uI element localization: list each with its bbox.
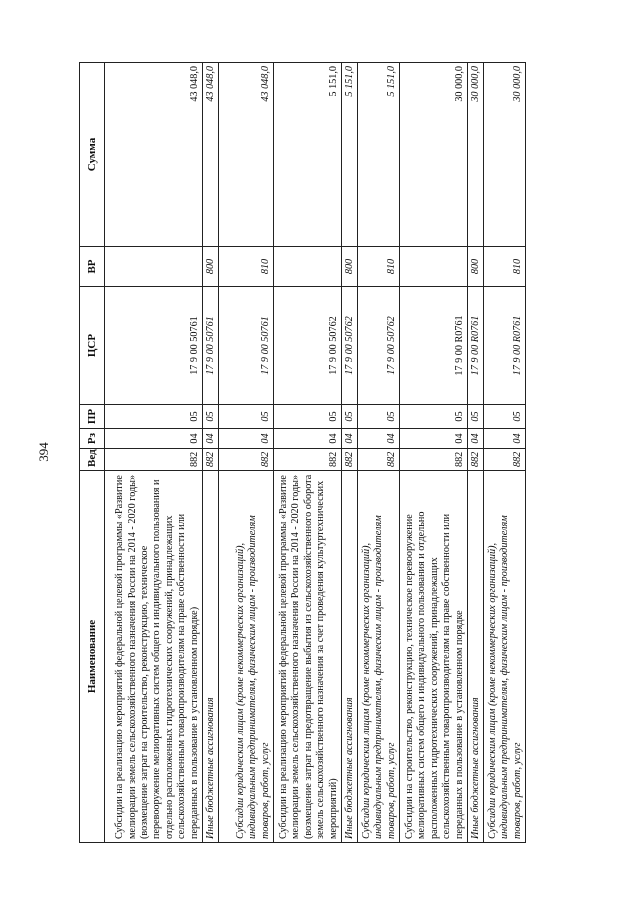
row-vr: 800 bbox=[342, 247, 358, 287]
table-row bbox=[203, 63, 219, 843]
table-row bbox=[400, 63, 468, 843]
row-vr: 810 bbox=[358, 247, 400, 287]
row-vr: 800 bbox=[468, 247, 484, 287]
row-ved: 882 bbox=[484, 449, 526, 471]
row-pr: 05 bbox=[342, 405, 358, 429]
row-sum: 43 048,0 bbox=[219, 63, 274, 247]
row-sum: 5 151,0 bbox=[358, 63, 400, 247]
row-rz: 04 bbox=[342, 429, 358, 449]
row-sum: 43 048,0 bbox=[105, 63, 203, 247]
row-sum: 5 151,0 bbox=[342, 63, 358, 247]
row-pr: 05 bbox=[468, 405, 484, 429]
row-sum: 30 000,0 bbox=[468, 63, 484, 247]
row-sum: 30 000,0 bbox=[484, 63, 526, 247]
row-name: Иные бюджетные ассигнования bbox=[342, 471, 358, 843]
row-vr: 800 bbox=[203, 247, 219, 287]
table-header-row bbox=[80, 63, 105, 843]
table-row bbox=[219, 63, 274, 843]
table-row bbox=[484, 63, 526, 843]
row-name: Субсидии на реализацию мероприятий федеральной целевой программы «Развитие мелиорации земель сельскохозяйственного назначения России на 2014 - 2020 годы» (возмещение затрат на предотвращение выбытия из сельскохозяйственного оборота земель сельскохозяйственного назначения за счет проведения культуртехнических мероприятий) bbox=[274, 471, 342, 843]
header-rz: Рз bbox=[80, 429, 105, 449]
header-ved: Вед bbox=[80, 449, 105, 471]
row-csr: 17 9 00 50761 bbox=[219, 287, 274, 405]
row-sum: 5 151,0 bbox=[274, 63, 342, 247]
row-name: Субсидии на строительство, реконструкцию, техническое перевооружение мелиоративных систем общего и индивидуального пользования и отдельно расположенных гидротехнических сооружений, принадлежащих сельскохозяйственным товаропроизводителям на праве собственности или переданных в пользование в установленном порядке bbox=[400, 471, 468, 843]
table-row bbox=[274, 63, 342, 843]
row-ved: 882 bbox=[342, 449, 358, 471]
row-pr: 05 bbox=[358, 405, 400, 429]
row-vr bbox=[105, 247, 203, 287]
row-pr: 05 bbox=[203, 405, 219, 429]
row-rz: 04 bbox=[358, 429, 400, 449]
header-csr: ЦСР bbox=[80, 287, 105, 405]
row-name: Иные бюджетные ассигнования bbox=[203, 471, 219, 843]
row-ved: 882 bbox=[203, 449, 219, 471]
row-pr: 05 bbox=[105, 405, 203, 429]
row-vr bbox=[274, 247, 342, 287]
row-sum: 43 048,0 bbox=[203, 63, 219, 247]
row-rz: 04 bbox=[484, 429, 526, 449]
row-name: Субсидии юридическим лицам (кроме некоммерческих организаций), индивидуальным предпринимателям, физическим лицам - производителям товаров, работ, услуг bbox=[484, 471, 526, 843]
row-csr: 17 9 00 R0761 bbox=[468, 287, 484, 405]
row-ved: 882 bbox=[358, 449, 400, 471]
row-sum: 30 000,0 bbox=[400, 63, 468, 247]
row-vr: 810 bbox=[484, 247, 526, 287]
row-rz: 04 bbox=[400, 429, 468, 449]
row-ved: 882 bbox=[274, 449, 342, 471]
row-vr bbox=[400, 247, 468, 287]
table-row bbox=[342, 63, 358, 843]
row-csr: 17 9 00 50762 bbox=[274, 287, 342, 405]
row-vr: 810 bbox=[219, 247, 274, 287]
row-rz: 04 bbox=[274, 429, 342, 449]
row-name: Субсидии юридическим лицам (кроме некоммерческих организаций), индивидуальным предпринимателям, физическим лицам - производителям товаров, работ, услуг bbox=[219, 471, 274, 843]
row-csr: 17 9 00 50762 bbox=[358, 287, 400, 405]
row-name: Субсидии юридическим лицам (кроме некоммерческих организаций), индивидуальным предпринимателям, физическим лицам - производителям товаров, работ, услуг bbox=[358, 471, 400, 843]
budget-table bbox=[79, 62, 526, 843]
row-pr: 05 bbox=[219, 405, 274, 429]
row-rz: 04 bbox=[468, 429, 484, 449]
row-ved: 882 bbox=[400, 449, 468, 471]
header-vr: ВР bbox=[80, 247, 105, 287]
table-row bbox=[105, 63, 203, 843]
row-csr: 17 9 00 R0761 bbox=[484, 287, 526, 405]
row-ved: 882 bbox=[468, 449, 484, 471]
row-rz: 04 bbox=[105, 429, 203, 449]
header-pr: ПР bbox=[80, 405, 105, 429]
row-rz: 04 bbox=[203, 429, 219, 449]
header-sum: Сумма bbox=[80, 63, 105, 247]
row-name: Иные бюджетные ассигнования bbox=[468, 471, 484, 843]
rotated-page-content bbox=[79, 63, 529, 843]
row-ved: 882 bbox=[105, 449, 203, 471]
page-number: 394 bbox=[36, 442, 51, 462]
row-pr: 05 bbox=[484, 405, 526, 429]
row-csr: 17 9 00 50761 bbox=[203, 287, 219, 405]
row-csr: 17 9 00 R0761 bbox=[400, 287, 468, 405]
row-name: Субсидии на реализацию мероприятий федеральной целевой программы «Развитие мелиорации земель сельскохозяйственного назначения России на 2014 - 2020 годы» (возмещение затрат на строительство, реконструкцию, техническое перевооружение мелиоративных систем общего и индивидуального пользования и отдельно расположенных гидротехнических сооружений, принадлежащих сельскохозяйственным товаропроизводителям на праве собственности или переданных в пользование в установленном порядке) bbox=[105, 471, 203, 843]
table-row bbox=[358, 63, 400, 843]
row-ved: 882 bbox=[219, 449, 274, 471]
row-csr: 17 9 00 50761 bbox=[105, 287, 203, 405]
table-row bbox=[468, 63, 484, 843]
row-rz: 04 bbox=[219, 429, 274, 449]
header-name: Наименование bbox=[80, 471, 105, 843]
row-pr: 05 bbox=[400, 405, 468, 429]
row-csr: 17 9 00 50762 bbox=[342, 287, 358, 405]
row-pr: 05 bbox=[274, 405, 342, 429]
